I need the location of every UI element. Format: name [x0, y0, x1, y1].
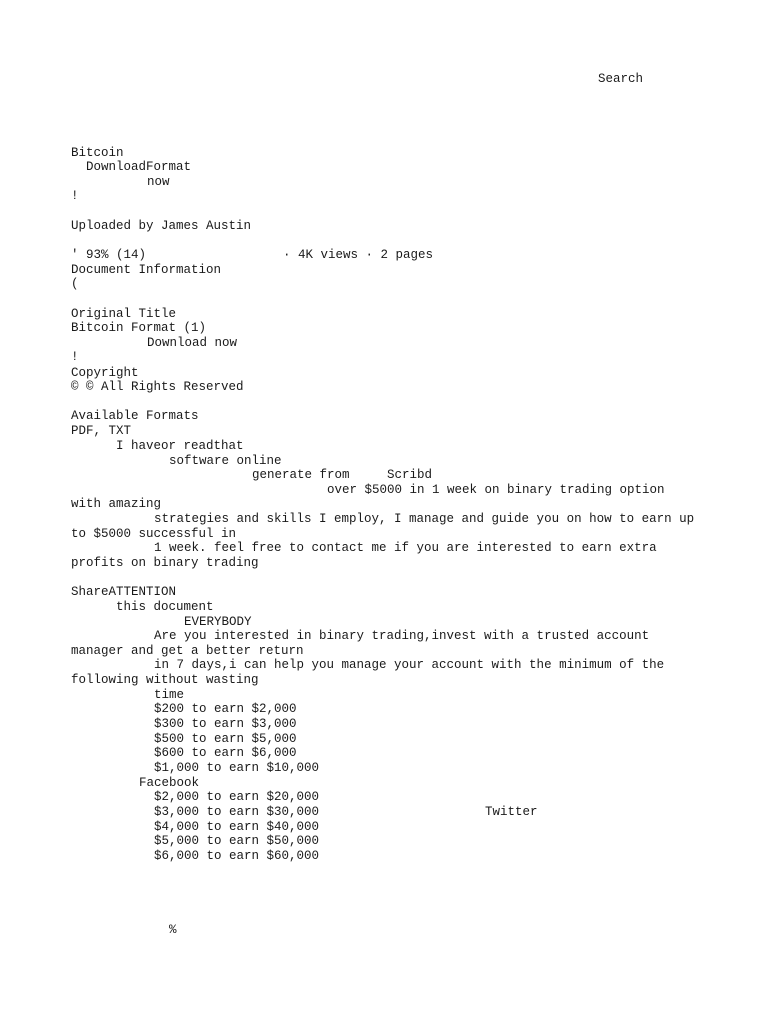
- earnings-item: $2,000 to earn $20,000: [154, 790, 320, 804]
- earnings-item: $300 to earn $3,000: [154, 717, 297, 731]
- body-line: strategies and skills I employ, I manage and guide you on how to earn up: [154, 512, 695, 526]
- paren-icon: (: [71, 277, 79, 291]
- earnings-item: $1,000 to earn $10,000: [154, 761, 320, 775]
- pitch-line: time: [154, 688, 185, 702]
- copyright-value: © © All Rights Reserved: [71, 380, 244, 394]
- original-title-value: Bitcoin Format (1): [71, 321, 207, 335]
- earnings-item: $600 to earn $6,000: [154, 746, 297, 760]
- copyright-label: Copyright: [71, 366, 139, 380]
- download-now-fragment[interactable]: now: [147, 175, 170, 189]
- pitch-line: following without wasting: [71, 673, 259, 687]
- share-button[interactable]: ShareATTENTION: [71, 585, 177, 599]
- original-title-label: Original Title: [71, 307, 177, 321]
- save-read-fragment[interactable]: I haveor readthat: [116, 439, 244, 453]
- pitch-line: Are you interested in binary trading,invest with a trusted account: [154, 629, 650, 643]
- download-now-button[interactable]: Download now: [147, 336, 238, 350]
- available-formats-value: PDF, TXT: [71, 424, 132, 438]
- body-line: 1 week. feel free to contact me if you are interested to earn extra: [154, 541, 657, 555]
- body-line: profits on binary trading: [71, 556, 259, 570]
- rating-badge: ' 93% (14): [71, 248, 147, 262]
- search-link[interactable]: Search: [598, 72, 644, 86]
- body-line: to $5000 successful in: [71, 527, 237, 541]
- uploader-info: Uploaded by James Austin: [71, 219, 252, 233]
- everybody-text: EVERYBODY: [184, 615, 252, 629]
- earnings-item: $4,000 to earn $40,000: [154, 820, 320, 834]
- body-line: over $5000 in 1 week on binary trading option: [327, 483, 665, 497]
- views-pages-info: · 4K views · 2 pages: [283, 248, 434, 262]
- twitter-share-link[interactable]: Twitter: [485, 805, 538, 819]
- exclamation-icon: !: [71, 189, 79, 203]
- facebook-share-link[interactable]: Facebook: [139, 776, 200, 790]
- earnings-item: $6,000 to earn $60,000: [154, 849, 320, 863]
- earnings-item: $500 to earn $5,000: [154, 732, 297, 746]
- available-formats-label: Available Formats: [71, 409, 199, 423]
- earnings-item: $3,000 to earn $30,000: [154, 805, 320, 819]
- earnings-item: $200 to earn $2,000: [154, 702, 297, 716]
- download-format-link[interactable]: DownloadFormat: [86, 160, 192, 174]
- generate-from-text: generate from: [252, 468, 350, 482]
- document-title: Bitcoin: [71, 146, 124, 160]
- exclamation-icon-2: !: [71, 350, 79, 364]
- earnings-item: $5,000 to earn $50,000: [154, 834, 320, 848]
- pitch-line: in 7 days,i can help you manage your account with the minimum of the: [154, 658, 665, 672]
- document-information-heading[interactable]: Document Information: [71, 263, 222, 277]
- pitch-line: manager and get a better return: [71, 644, 304, 658]
- software-online-text: software online: [169, 454, 282, 468]
- percent-icon: %: [169, 923, 177, 937]
- body-line: with amazing: [71, 497, 162, 511]
- scribd-link[interactable]: Scribd: [387, 468, 433, 482]
- share-document-label: this document: [116, 600, 214, 614]
